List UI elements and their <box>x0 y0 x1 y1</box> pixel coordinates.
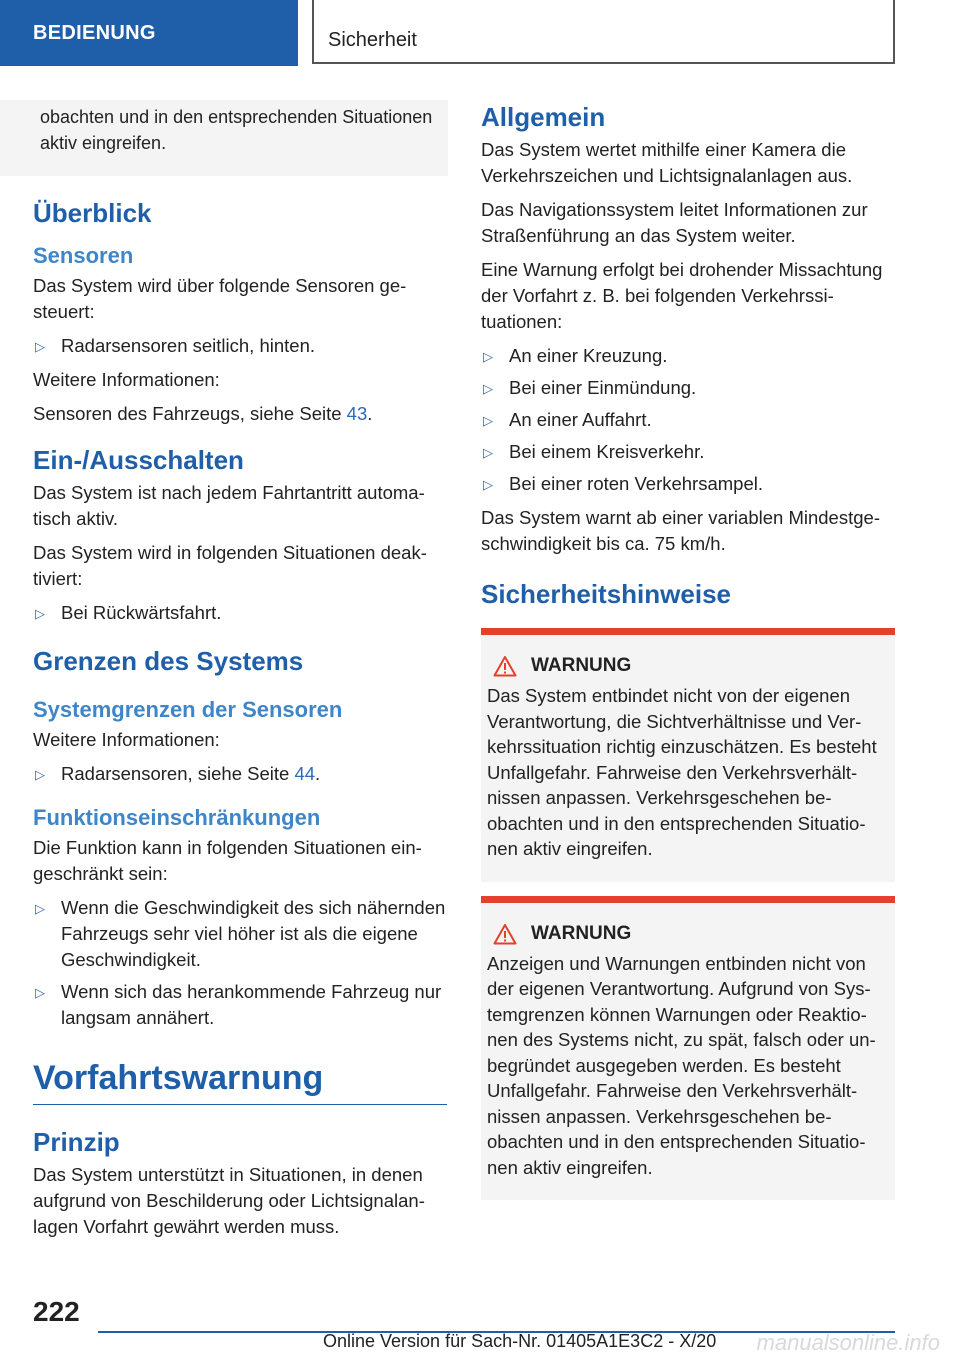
bullet-triangle-icon: ▷ <box>483 445 493 460</box>
watermark: manualsonline.info <box>756 1330 940 1355</box>
list-item: ▷ Radarsensoren, siehe Seite 44. <box>33 761 447 787</box>
funktion-list <box>33 895 447 1031</box>
funktion-text: Die Funktion kann in folgenden Situationen eingeschränkt sein: <box>33 837 422 884</box>
heading-systemgrenzen: Systemgrenzen der Sensoren <box>33 697 343 722</box>
bullet-triangle-icon: ▷ <box>35 606 45 621</box>
bullet-triangle-icon: ▷ <box>35 901 45 916</box>
warning-text: Das System entbindet nicht von der eigenen Verantwortung, die Sichtverhältnisse und Verkehrssituation richtig einzuschätzen. Es besteht Unfallgefahr. Fahrweise den Verkehrsverhältnissen anpassen. Verkehrsgeschehen beobachten und in den entsprechenden Situationen aktiv eingreifen. <box>487 685 877 859</box>
list-item: ▷ Wenn die Geschwindigkeit des sich nähernden Fahrzeugs sehr viel höher ist als die eigene Geschwindigkeit. <box>35 897 446 970</box>
heading-allgemein: Allgemein <box>481 102 606 132</box>
bullet-triangle-icon: ▷ <box>483 477 493 492</box>
list-item: ▷ An einer Kreuzung. <box>481 343 895 369</box>
carryover-text: obachten und in den entsprechenden Situationen aktiv eingreifen. <box>40 107 433 153</box>
systemgrenzen-label: Weitere Informationen: <box>33 729 220 750</box>
info-reference: Sensoren des Fahrzeugs, siehe Seite 43. <box>33 403 373 424</box>
page-header <box>0 0 960 66</box>
bullet-triangle-icon: ▷ <box>483 349 493 364</box>
warning-triangle-icon <box>493 923 517 945</box>
bullet-triangle-icon: ▷ <box>483 413 493 428</box>
ein-aus-list <box>33 600 447 626</box>
sensoren-text: Das System wird über folgende Sensoren gesteuert: <box>33 275 407 322</box>
heading-sicherheitshinweise: Sicherheitshinweise <box>481 579 731 609</box>
warning-title: WARNUNG <box>487 653 887 679</box>
warning-title: WARNUNG <box>487 921 887 947</box>
list-item: ▷ An einer Auffahrt. <box>481 407 895 433</box>
prinzip-text: Das System unterstützt in Situationen, in denen aufgrund von Beschilderung oder Lichtsignalanlagen Vorfahrt gewährt werden muss. <box>33 1164 425 1237</box>
chapter-label: Sicherheit <box>312 0 895 64</box>
heading-funktionseinschraenkungen: Funktionseinschränkungen <box>33 805 321 830</box>
page-link-43[interactable]: 43 <box>346 403 368 424</box>
allgemein-text-4: Das System warnt ab einer variablen Mindestgeschwindigkeit bis ca. 75 km/h. <box>481 507 880 554</box>
page-number: 222 <box>33 1296 80 1327</box>
systemgrenzen-list <box>33 761 447 787</box>
online-version-text: Online Version für Sach-Nr. 01405A1E3C2 - X/20 <box>323 1331 717 1351</box>
list-item: ▷ Bei einem Kreisverkehr. <box>481 439 895 465</box>
bullet-triangle-icon: ▷ <box>35 767 45 782</box>
list-item: ▷ Bei einer roten Verkehrsampel. <box>481 471 895 497</box>
info-label: Weitere Informationen: <box>33 369 220 390</box>
heading-grenzen: Grenzen des Systems <box>33 646 304 676</box>
warning-triangle-icon <box>493 655 517 677</box>
carryover-warning-box <box>0 100 448 176</box>
heading-sensoren: Sensoren <box>33 243 134 268</box>
ein-aus-text-1: Das System ist nach jedem Fahrtantritt automatisch aktiv. <box>33 482 425 529</box>
warning-box-1 <box>481 628 895 882</box>
allgemein-text-1: Das System wertet mithilfe einer Kamera die Verkehrszeichen und Lichtsignalanlagen aus. <box>481 139 853 186</box>
bullet-triangle-icon: ▷ <box>483 381 493 396</box>
list-item: ▷ Bei Rückwärtsfahrt. <box>33 600 447 626</box>
heading-ueberblick: Überblick <box>33 198 152 228</box>
allgemein-text-3: Eine Warnung erfolgt bei drohender Missachtung der Vorfahrt z. B. bei folgenden Verkehrssituationen: <box>481 259 883 332</box>
section-label: BEDIENUNG <box>0 0 298 66</box>
page-link-44[interactable]: 44 <box>294 763 316 784</box>
list-item: ▷ Wenn sich das herankommende Fahrzeug nur langsam annähert. <box>35 981 442 1028</box>
sensoren-list <box>33 333 447 359</box>
heading-ein-ausschalten: Ein-/Ausschalten <box>33 445 244 475</box>
allgemein-text-2: Das Navigationssystem leitet Informationen zur Straßenführung an das System weiter. <box>481 199 868 246</box>
ein-aus-text-2: Das System wird in folgenden Situationen deaktiviert: <box>33 542 427 589</box>
heading-vorfahrtswarnung: Vorfahrtswarnung <box>33 1059 447 1105</box>
verkehrssituationen-list <box>481 343 895 497</box>
right-column <box>481 102 895 1200</box>
warning-text: Anzeigen und Warnungen entbinden nicht von der eigenen Verantwortung. Aufgrund von Systemgrenzen können Warnungen oder Reaktionen des Systems nicht, zu spät, falsch oder unbegründet ausgegeben werden. Es besteht Unfallgefahr. Fahrweise den Verkehrsverhältnissen anpassen. Verkehrsgeschehen beobachten und in den entsprechenden Situationen aktiv eingreifen. <box>487 952 876 1178</box>
list-item: ▷ Bei einer Einmündung. <box>481 375 895 401</box>
bullet-triangle-icon: ▷ <box>35 339 45 354</box>
list-item: ▷ Radarsensoren seitlich, hinten. <box>33 333 447 359</box>
heading-prinzip: Prinzip <box>33 1127 120 1157</box>
left-column <box>33 100 447 1248</box>
warning-box-2 <box>481 896 895 1201</box>
bullet-triangle-icon: ▷ <box>35 985 45 1000</box>
